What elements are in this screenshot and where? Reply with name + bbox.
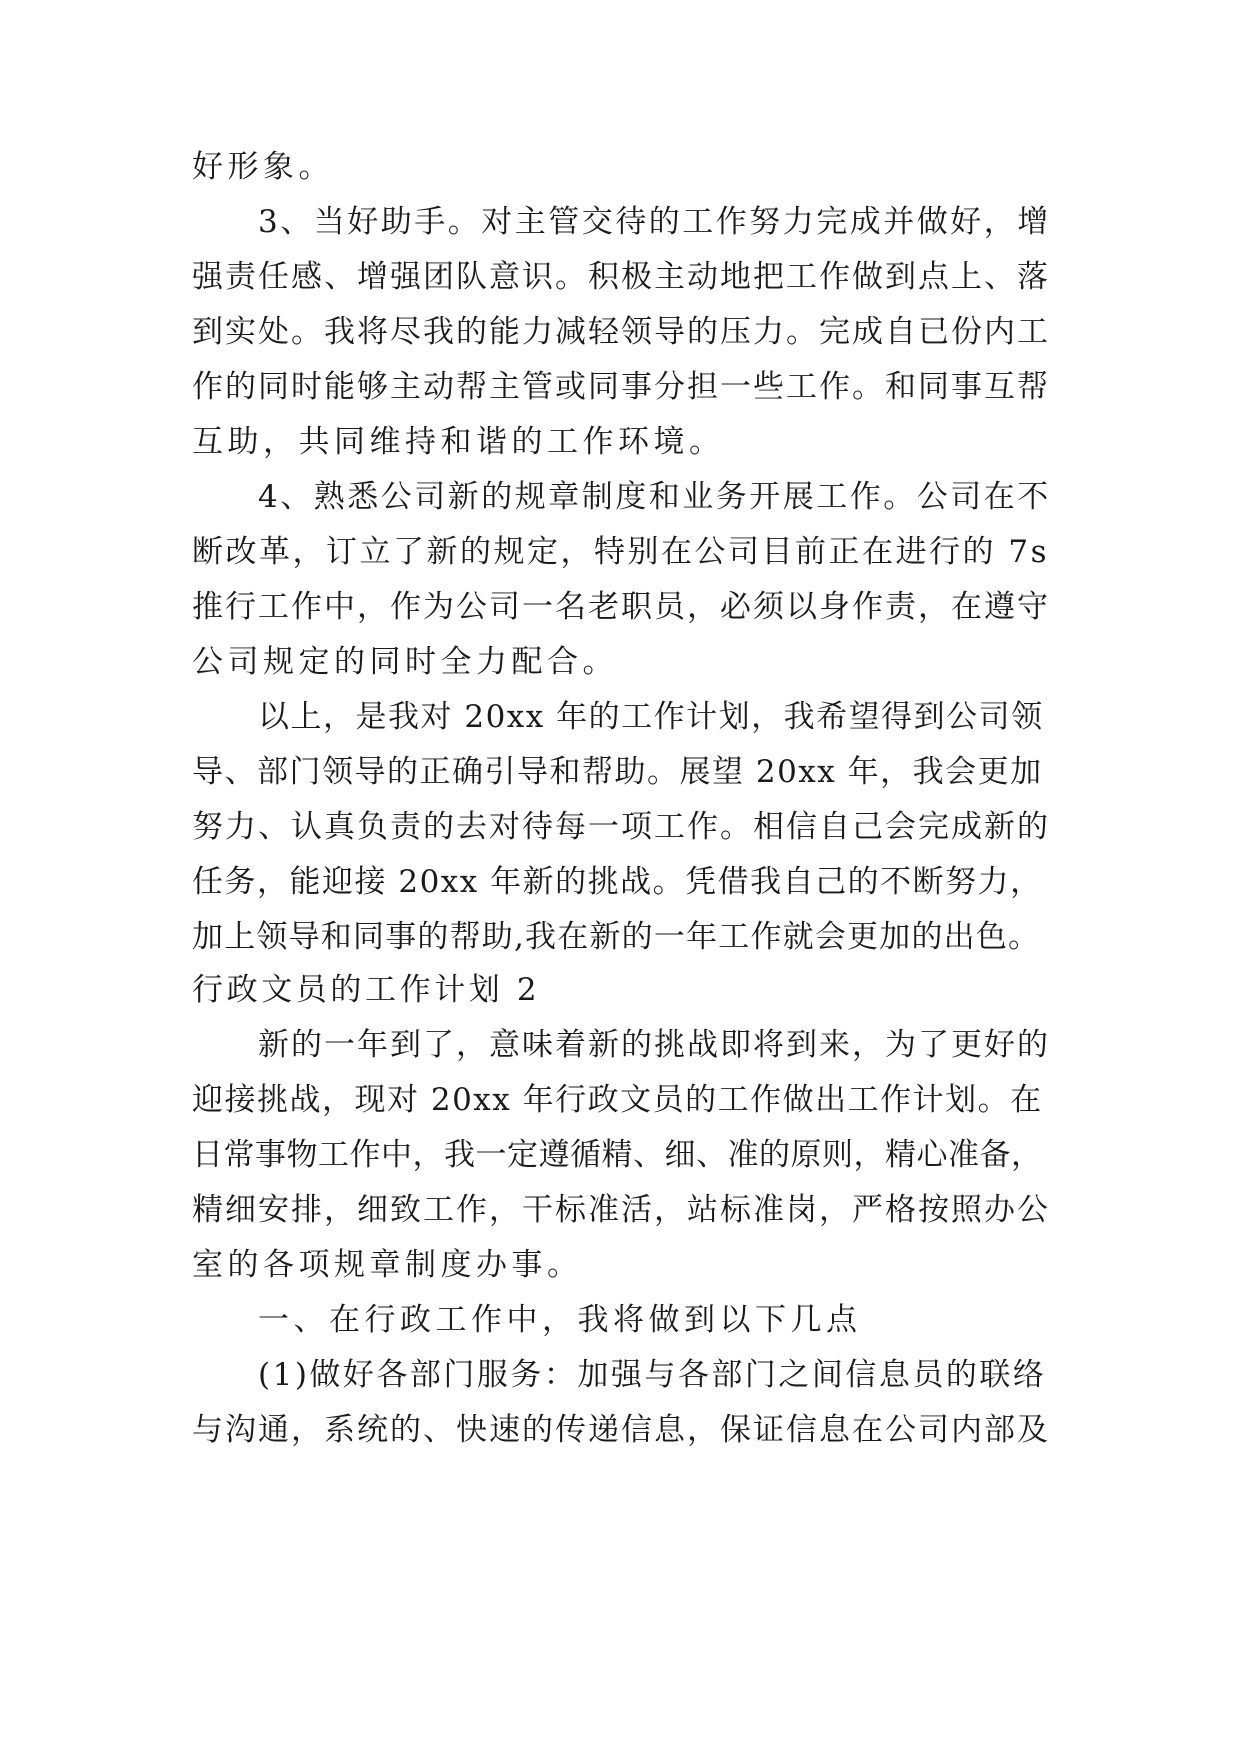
text-line: 迎接挑战，现对 20xx 年行政文员的工作做出工作计划。在 bbox=[192, 1082, 1043, 1118]
text-line: 3、当好助手。对主管交待的工作努力完成并做好，增 bbox=[258, 204, 1051, 240]
text-line: 4、熟悉公司新的规章制度和业务开展工作。公司在不 bbox=[258, 479, 1051, 515]
text-line: 日常事物工作中，我一定遵循精、细、准的原则，精心准备， bbox=[192, 1137, 1043, 1173]
text-line: 好形象。 bbox=[192, 149, 334, 185]
text-line: 作的同时能够主动帮主管或同事分担一些工作。和同事互帮 bbox=[192, 369, 1050, 405]
text-line: 推行工作中，作为公司一名老职员，必须以身作责，在遵守 bbox=[192, 589, 1050, 625]
text-line: (1)做好各部门服务：加强与各部门之间信息员的联络 bbox=[258, 1357, 1047, 1393]
text-line: 以上，是我对 20xx 年的工作计划，我希望得到公司领 bbox=[258, 699, 1044, 735]
text-line: 断改革，订立了新的规定，特别在公司目前正在进行的 7s bbox=[192, 534, 1049, 570]
text-line: 与沟通，系统的、快速的传递信息，保证信息在公司内部及 bbox=[192, 1412, 1050, 1448]
text-line: 到实处。我将尽我的能力减轻领导的压力。完成自已份内工 bbox=[192, 314, 1050, 350]
text-line: 努力、认真负责的去对待每一项工作。相信自己会完成新的 bbox=[192, 809, 1050, 845]
text-line: 室的各项规章制度办事。 bbox=[192, 1247, 583, 1283]
text-line: 互助，共同维持和谐的工作环境。 bbox=[192, 424, 725, 460]
text-line: 一、在行政工作中，我将做到以下几点 bbox=[258, 1302, 862, 1338]
section-heading: 行政文员的工作计划 2 bbox=[192, 972, 541, 1008]
text-line: 任务，能迎接 20xx 年新的挑战。凭借我自己的不断努力， bbox=[192, 864, 1043, 900]
text-line: 公司规定的同时全力配合。 bbox=[192, 644, 618, 680]
text-line: 导、部门领导的正确引导和帮助。展望 20xx 年，我会更加 bbox=[192, 754, 1043, 790]
text-line: 加上领导和同事的帮助,我在新的一年工作就会更加的出色。 bbox=[192, 919, 1041, 955]
text-line: 强责任感、增强团队意识。积极主动地把工作做到点上、落 bbox=[192, 259, 1050, 295]
text-line: 精细安排，细致工作，干标准活，站标准岗，严格按照办公 bbox=[192, 1192, 1050, 1228]
text-line: 新的一年到了，意味着新的挑战即将到来，为了更好的 bbox=[258, 1027, 1050, 1063]
